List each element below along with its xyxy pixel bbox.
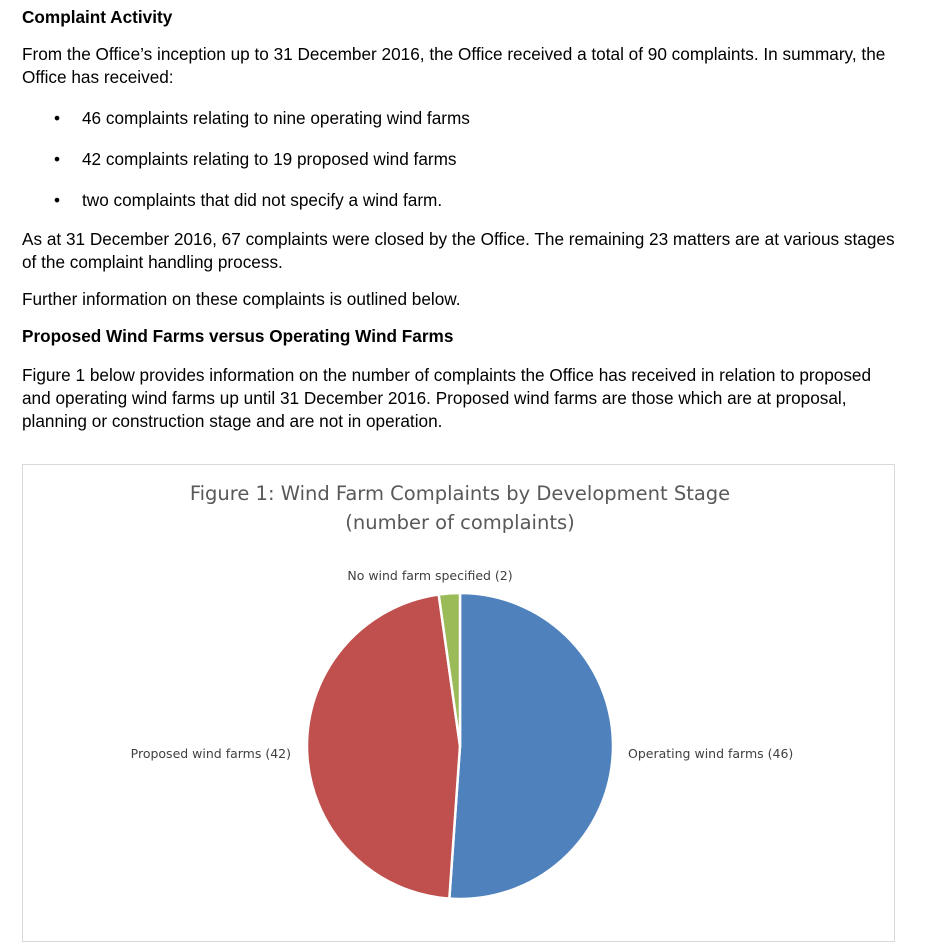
list-item [22,107,902,130]
slice-label-proposed: Proposed wind farms (42) [130,746,291,761]
bullet-icon: • [54,149,61,169]
slice-label-operating: Operating wind farms (46) [628,746,794,761]
closing-paragraph: As at 31 December 2016, 67 complaints were closed by the Office. The remaining 23 matters are at various stages of the complaint handling process. [22,229,895,272]
intro-paragraph: From the Office’s inception up to 31 December 2016, the Office received a total of 90 complaints. In summary, the Office has received: [22,44,886,87]
summary-list [22,107,902,212]
list-item-text: two complaints that did not specify a wind farm. [82,190,443,210]
document-body [22,0,902,433]
bullet-icon: • [54,190,61,210]
pie-slice-operating [449,593,613,899]
slice-label-no-wind-farm: No wind farm specified (2) [347,568,513,583]
figure-1-chart [22,464,895,942]
chart-title-line-2: (number of complaints) [345,511,575,534]
pie-chart-svg [23,465,896,943]
chart-title-line-1: Figure 1: Wind Farm Complaints by Development Stage [189,482,731,505]
list-item [22,189,902,212]
bullet-icon: • [54,108,61,128]
list-item [22,148,902,171]
list-item-text: 46 complaints relating to nine operating wind farms [82,108,470,128]
list-item-text: 42 complaints relating to 19 proposed wind farms [82,149,457,169]
section-heading-proposed-vs-operating: Proposed Wind Farms versus Operating Wind Farms [22,326,454,346]
further-info-paragraph: Further information on these complaints is outlined below. [22,289,461,309]
pie-slice-proposed [307,594,460,898]
pie-slices [307,593,613,899]
figure-intro-paragraph: Figure 1 below provides information on the number of complaints the Office has received in relation to proposed and operating wind farms up until 31 December 2016. Proposed wind farms are those which are at proposal, planning or construction stage and are not in operation. [22,365,872,431]
section-heading-complaint-activity: Complaint Activity [22,7,173,27]
